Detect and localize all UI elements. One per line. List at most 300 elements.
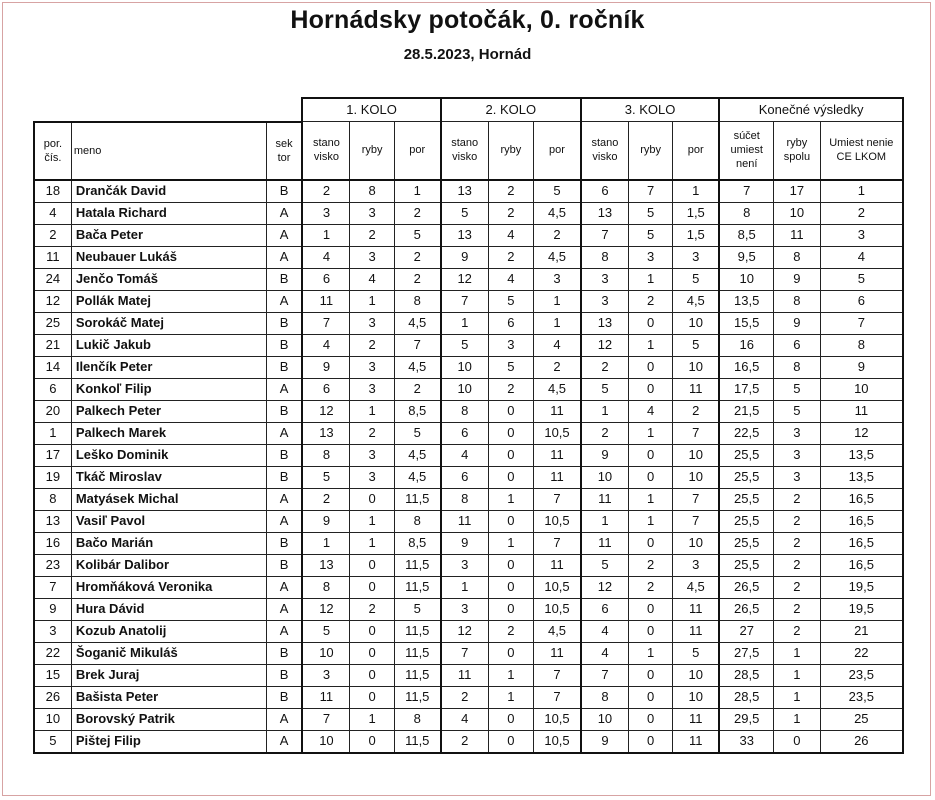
cell-number: 16 bbox=[34, 532, 71, 554]
cell-r3-position: 13 bbox=[581, 312, 628, 334]
cell-r1-position: 10 bbox=[302, 642, 349, 664]
cell-number: 11 bbox=[34, 246, 71, 268]
cell-r1-fish: 3 bbox=[350, 312, 394, 334]
cell-r1-rank: 11,5 bbox=[394, 620, 440, 642]
cell-r1-position: 1 bbox=[302, 224, 349, 246]
cell-fish-total: 3 bbox=[774, 466, 820, 488]
cell-r1-position: 4 bbox=[302, 334, 349, 356]
cell-r2-rank: 10,5 bbox=[534, 730, 581, 753]
cell-r2-fish: 0 bbox=[488, 730, 533, 753]
cell-r1-rank: 4,5 bbox=[394, 312, 440, 334]
cell-r2-rank: 2 bbox=[534, 224, 581, 246]
cell-r3-fish: 0 bbox=[628, 598, 672, 620]
cell-r2-fish: 0 bbox=[488, 422, 533, 444]
cell-r1-fish: 3 bbox=[350, 444, 394, 466]
cell-r3-position: 1 bbox=[581, 510, 628, 532]
cell-sum: 26,5 bbox=[719, 576, 773, 598]
cell-overall: 13,5 bbox=[820, 466, 903, 488]
cell-fish-total: 11 bbox=[774, 224, 820, 246]
cell-r3-fish: 0 bbox=[628, 466, 672, 488]
cell-r1-position: 9 bbox=[302, 510, 349, 532]
cell-sector: B bbox=[266, 642, 302, 664]
cell-r1-fish: 4 bbox=[350, 268, 394, 290]
cell-sector: A bbox=[266, 598, 302, 620]
cell-r3-fish: 2 bbox=[628, 554, 672, 576]
col-header-r3-position: stano visko bbox=[581, 122, 628, 180]
cell-number: 25 bbox=[34, 312, 71, 334]
cell-r1-position: 6 bbox=[302, 268, 349, 290]
cell-r1-position: 13 bbox=[302, 422, 349, 444]
cell-r3-position: 7 bbox=[581, 664, 628, 686]
cell-sector: B bbox=[266, 554, 302, 576]
cell-r3-rank: 7 bbox=[673, 488, 719, 510]
cell-r2-position: 6 bbox=[441, 466, 488, 488]
cell-r3-position: 12 bbox=[581, 576, 628, 598]
cell-number: 20 bbox=[34, 400, 71, 422]
cell-r3-rank: 5 bbox=[673, 268, 719, 290]
cell-r1-position: 13 bbox=[302, 554, 349, 576]
cell-r3-fish: 3 bbox=[628, 246, 672, 268]
cell-r2-position: 13 bbox=[441, 224, 488, 246]
table-row bbox=[34, 620, 903, 642]
cell-r1-position: 12 bbox=[302, 598, 349, 620]
table-row bbox=[34, 730, 903, 753]
cell-sector: A bbox=[266, 620, 302, 642]
cell-sum: 25,5 bbox=[719, 554, 773, 576]
cell-overall: 16,5 bbox=[820, 554, 903, 576]
cell-r1-position: 2 bbox=[302, 488, 349, 510]
cell-r3-fish: 0 bbox=[628, 532, 672, 554]
cell-overall: 19,5 bbox=[820, 598, 903, 620]
cell-name: Kozub Anatolij bbox=[71, 620, 266, 642]
cell-r2-fish: 5 bbox=[488, 356, 533, 378]
cell-sum: 26,5 bbox=[719, 598, 773, 620]
cell-r2-fish: 1 bbox=[488, 664, 533, 686]
cell-sum: 25,5 bbox=[719, 510, 773, 532]
cell-r1-rank: 11,5 bbox=[394, 686, 440, 708]
cell-number: 5 bbox=[34, 730, 71, 753]
cell-name: Borovský Patrik bbox=[71, 708, 266, 730]
cell-r2-fish: 4 bbox=[488, 224, 533, 246]
cell-r1-fish: 0 bbox=[350, 664, 394, 686]
cell-name: Hromňáková Veronika bbox=[71, 576, 266, 598]
cell-r1-fish: 3 bbox=[350, 378, 394, 400]
cell-name: Lukič Jakub bbox=[71, 334, 266, 356]
cell-r2-position: 1 bbox=[441, 312, 488, 334]
results-table bbox=[33, 97, 904, 754]
cell-r1-rank: 8,5 bbox=[394, 400, 440, 422]
cell-r3-fish: 0 bbox=[628, 444, 672, 466]
cell-r1-rank: 8 bbox=[394, 708, 440, 730]
cell-r3-fish: 2 bbox=[628, 290, 672, 312]
cell-r1-position: 5 bbox=[302, 466, 349, 488]
cell-sector: A bbox=[266, 708, 302, 730]
cell-r3-position: 6 bbox=[581, 180, 628, 203]
cell-r1-rank: 2 bbox=[394, 268, 440, 290]
table-row bbox=[34, 202, 903, 224]
cell-r3-fish: 0 bbox=[628, 312, 672, 334]
cell-r3-rank: 5 bbox=[673, 334, 719, 356]
col-header-r2-rank: por bbox=[534, 122, 581, 180]
cell-r1-fish: 0 bbox=[350, 730, 394, 753]
cell-r2-position: 4 bbox=[441, 708, 488, 730]
cell-r2-position: 9 bbox=[441, 246, 488, 268]
cell-r2-rank: 10,5 bbox=[534, 708, 581, 730]
cell-name: Vasiľ Pavol bbox=[71, 510, 266, 532]
cell-r2-fish: 6 bbox=[488, 312, 533, 334]
cell-name: Brek Juraj bbox=[71, 664, 266, 686]
cell-r1-fish: 1 bbox=[350, 532, 394, 554]
cell-name: Hura Dávid bbox=[71, 598, 266, 620]
cell-r1-rank: 2 bbox=[394, 246, 440, 268]
cell-r1-fish: 2 bbox=[350, 224, 394, 246]
cell-r1-rank: 4,5 bbox=[394, 356, 440, 378]
cell-r1-fish: 0 bbox=[350, 686, 394, 708]
table-row bbox=[34, 312, 903, 334]
cell-r2-rank: 7 bbox=[534, 488, 581, 510]
cell-number: 18 bbox=[34, 180, 71, 203]
table-row bbox=[34, 180, 903, 203]
cell-r1-rank: 5 bbox=[394, 422, 440, 444]
cell-r3-position: 2 bbox=[581, 356, 628, 378]
table-row bbox=[34, 488, 903, 510]
cell-r2-fish: 0 bbox=[488, 444, 533, 466]
cell-r1-rank: 5 bbox=[394, 598, 440, 620]
cell-r2-position: 11 bbox=[441, 664, 488, 686]
cell-r1-fish: 1 bbox=[350, 510, 394, 532]
cell-fish-total: 2 bbox=[774, 620, 820, 642]
cell-r3-position: 3 bbox=[581, 268, 628, 290]
table-row bbox=[34, 664, 903, 686]
cell-sum: 8,5 bbox=[719, 224, 773, 246]
cell-r3-rank: 10 bbox=[673, 664, 719, 686]
cell-r1-rank: 2 bbox=[394, 378, 440, 400]
cell-r2-fish: 0 bbox=[488, 466, 533, 488]
cell-sector: B bbox=[266, 356, 302, 378]
cell-overall: 11 bbox=[820, 400, 903, 422]
cell-r3-position: 8 bbox=[581, 246, 628, 268]
cell-r3-rank: 10 bbox=[673, 466, 719, 488]
cell-r1-fish: 3 bbox=[350, 356, 394, 378]
cell-r3-fish: 5 bbox=[628, 202, 672, 224]
cell-r3-rank: 10 bbox=[673, 312, 719, 334]
cell-r1-rank: 11,5 bbox=[394, 730, 440, 753]
cell-sum: 8 bbox=[719, 202, 773, 224]
cell-r3-position: 4 bbox=[581, 642, 628, 664]
cell-r2-fish: 4 bbox=[488, 268, 533, 290]
cell-number: 13 bbox=[34, 510, 71, 532]
cell-r3-fish: 1 bbox=[628, 642, 672, 664]
cell-sum: 16 bbox=[719, 334, 773, 356]
table-row bbox=[34, 290, 903, 312]
cell-r2-fish: 0 bbox=[488, 554, 533, 576]
cell-number: 22 bbox=[34, 642, 71, 664]
cell-sum: 27 bbox=[719, 620, 773, 642]
cell-sum: 25,5 bbox=[719, 466, 773, 488]
cell-r2-fish: 0 bbox=[488, 598, 533, 620]
round-2-header: 2. KOLO bbox=[441, 98, 581, 122]
cell-fish-total: 5 bbox=[774, 378, 820, 400]
cell-r1-fish: 0 bbox=[350, 576, 394, 598]
cell-name: Tkáč Miroslav bbox=[71, 466, 266, 488]
col-header-sector: sek tor bbox=[266, 122, 302, 180]
cell-r3-rank: 7 bbox=[673, 510, 719, 532]
cell-sector: A bbox=[266, 488, 302, 510]
cell-name: Palkech Marek bbox=[71, 422, 266, 444]
cell-r2-rank: 11 bbox=[534, 400, 581, 422]
cell-r3-rank: 10 bbox=[673, 532, 719, 554]
cell-r2-position: 12 bbox=[441, 268, 488, 290]
cell-r1-position: 12 bbox=[302, 400, 349, 422]
cell-sum: 13,5 bbox=[719, 290, 773, 312]
cell-r2-rank: 7 bbox=[534, 532, 581, 554]
cell-r3-position: 4 bbox=[581, 620, 628, 642]
cell-overall: 12 bbox=[820, 422, 903, 444]
cell-overall: 6 bbox=[820, 290, 903, 312]
cell-r3-rank: 1 bbox=[673, 180, 719, 203]
cell-r2-fish: 0 bbox=[488, 576, 533, 598]
cell-number: 1 bbox=[34, 422, 71, 444]
cell-r3-rank: 4,5 bbox=[673, 290, 719, 312]
cell-fish-total: 9 bbox=[774, 312, 820, 334]
cell-r2-position: 2 bbox=[441, 686, 488, 708]
cell-r2-fish: 2 bbox=[488, 378, 533, 400]
cell-number: 17 bbox=[34, 444, 71, 466]
table-row bbox=[34, 246, 903, 268]
cell-r3-rank: 11 bbox=[673, 730, 719, 753]
table-row bbox=[34, 642, 903, 664]
cell-overall: 22 bbox=[820, 642, 903, 664]
cell-r2-position: 8 bbox=[441, 400, 488, 422]
cell-number: 4 bbox=[34, 202, 71, 224]
table-row bbox=[34, 378, 903, 400]
cell-r2-rank: 1 bbox=[534, 312, 581, 334]
cell-r1-position: 8 bbox=[302, 444, 349, 466]
cell-fish-total: 8 bbox=[774, 290, 820, 312]
table-row bbox=[34, 444, 903, 466]
cell-name: Hatala Richard bbox=[71, 202, 266, 224]
cell-r3-position: 11 bbox=[581, 532, 628, 554]
col-header-r1-position: stano visko bbox=[302, 122, 349, 180]
cell-r3-position: 10 bbox=[581, 708, 628, 730]
cell-overall: 16,5 bbox=[820, 532, 903, 554]
cell-r3-position: 12 bbox=[581, 334, 628, 356]
cell-r2-position: 11 bbox=[441, 510, 488, 532]
cell-r1-rank: 4,5 bbox=[394, 466, 440, 488]
cell-r1-fish: 1 bbox=[350, 290, 394, 312]
cell-number: 8 bbox=[34, 488, 71, 510]
column-header-row bbox=[34, 122, 903, 180]
cell-sum: 9,5 bbox=[719, 246, 773, 268]
cell-r2-fish: 2 bbox=[488, 246, 533, 268]
cell-r3-fish: 1 bbox=[628, 488, 672, 510]
cell-sum: 21,5 bbox=[719, 400, 773, 422]
cell-r1-fish: 3 bbox=[350, 246, 394, 268]
cell-r1-position: 8 bbox=[302, 576, 349, 598]
cell-sector: B bbox=[266, 466, 302, 488]
cell-name: Konkoľ Filip bbox=[71, 378, 266, 400]
cell-r3-fish: 0 bbox=[628, 730, 672, 753]
cell-overall: 10 bbox=[820, 378, 903, 400]
table-row bbox=[34, 356, 903, 378]
cell-r3-position: 2 bbox=[581, 422, 628, 444]
cell-sector: B bbox=[266, 180, 302, 203]
table-row bbox=[34, 422, 903, 444]
cell-name: Pištej Filip bbox=[71, 730, 266, 753]
cell-r3-rank: 10 bbox=[673, 686, 719, 708]
cell-number: 2 bbox=[34, 224, 71, 246]
cell-fish-total: 17 bbox=[774, 180, 820, 203]
cell-r3-rank: 3 bbox=[673, 554, 719, 576]
cell-number: 24 bbox=[34, 268, 71, 290]
cell-r3-rank: 3 bbox=[673, 246, 719, 268]
cell-sector: A bbox=[266, 730, 302, 753]
cell-number: 23 bbox=[34, 554, 71, 576]
cell-r2-fish: 1 bbox=[488, 488, 533, 510]
cell-r3-rank: 4,5 bbox=[673, 576, 719, 598]
cell-sector: B bbox=[266, 334, 302, 356]
cell-r1-position: 3 bbox=[302, 202, 349, 224]
cell-sector: A bbox=[266, 378, 302, 400]
cell-r2-position: 13 bbox=[441, 180, 488, 203]
table-row bbox=[34, 532, 903, 554]
cell-number: 7 bbox=[34, 576, 71, 598]
cell-name: Palkech Peter bbox=[71, 400, 266, 422]
cell-number: 19 bbox=[34, 466, 71, 488]
table-row bbox=[34, 510, 903, 532]
cell-r2-rank: 7 bbox=[534, 664, 581, 686]
cell-fish-total: 1 bbox=[774, 642, 820, 664]
cell-r1-position: 1 bbox=[302, 532, 349, 554]
cell-r1-rank: 5 bbox=[394, 224, 440, 246]
cell-r3-fish: 0 bbox=[628, 620, 672, 642]
cell-r2-position: 6 bbox=[441, 422, 488, 444]
cell-overall: 8 bbox=[820, 334, 903, 356]
cell-r2-fish: 0 bbox=[488, 510, 533, 532]
cell-r1-rank: 8 bbox=[394, 290, 440, 312]
cell-r3-fish: 0 bbox=[628, 664, 672, 686]
col-header-name: meno bbox=[71, 122, 266, 180]
cell-r1-position: 7 bbox=[302, 708, 349, 730]
col-header-r2-fish: ryby bbox=[488, 122, 533, 180]
page-subtitle: 28.5.2023, Hornád bbox=[403, 46, 532, 63]
col-header-r3-fish: ryby bbox=[628, 122, 672, 180]
cell-r3-position: 9 bbox=[581, 730, 628, 753]
cell-r1-rank: 7 bbox=[394, 334, 440, 356]
cell-r1-position: 6 bbox=[302, 378, 349, 400]
cell-r2-rank: 1 bbox=[534, 290, 581, 312]
cell-r2-rank: 4,5 bbox=[534, 378, 581, 400]
cell-sector: B bbox=[266, 532, 302, 554]
col-header-sum: súčet umiest není bbox=[719, 122, 773, 180]
cell-name: Pollák Matej bbox=[71, 290, 266, 312]
cell-r2-position: 10 bbox=[441, 356, 488, 378]
cell-sum: 16,5 bbox=[719, 356, 773, 378]
cell-r2-position: 2 bbox=[441, 730, 488, 753]
cell-sector: A bbox=[266, 246, 302, 268]
cell-r2-rank: 10,5 bbox=[534, 576, 581, 598]
col-header-r2-position: stano visko bbox=[441, 122, 488, 180]
cell-r3-rank: 10 bbox=[673, 444, 719, 466]
cell-r2-rank: 2 bbox=[534, 356, 581, 378]
cell-number: 14 bbox=[34, 356, 71, 378]
cell-sector: A bbox=[266, 224, 302, 246]
cell-r3-fish: 1 bbox=[628, 510, 672, 532]
table-row bbox=[34, 708, 903, 730]
cell-r2-position: 10 bbox=[441, 378, 488, 400]
cell-r3-rank: 10 bbox=[673, 356, 719, 378]
table-row bbox=[34, 334, 903, 356]
round-header-row bbox=[34, 98, 903, 122]
cell-overall: 7 bbox=[820, 312, 903, 334]
cell-r1-position: 11 bbox=[302, 290, 349, 312]
cell-r3-position: 13 bbox=[581, 202, 628, 224]
cell-overall: 1 bbox=[820, 180, 903, 203]
cell-fish-total: 2 bbox=[774, 554, 820, 576]
cell-overall: 3 bbox=[820, 224, 903, 246]
cell-overall: 16,5 bbox=[820, 488, 903, 510]
cell-r3-fish: 0 bbox=[628, 708, 672, 730]
col-header-r3-rank: por bbox=[673, 122, 719, 180]
cell-sector: B bbox=[266, 664, 302, 686]
cell-r3-fish: 0 bbox=[628, 378, 672, 400]
cell-r1-fish: 0 bbox=[350, 554, 394, 576]
cell-overall: 23,5 bbox=[820, 686, 903, 708]
cell-fish-total: 3 bbox=[774, 422, 820, 444]
cell-r3-position: 10 bbox=[581, 466, 628, 488]
cell-r3-position: 5 bbox=[581, 378, 628, 400]
cell-r1-position: 2 bbox=[302, 180, 349, 203]
cell-fish-total: 9 bbox=[774, 268, 820, 290]
cell-r3-fish: 7 bbox=[628, 180, 672, 203]
cell-r2-rank: 4,5 bbox=[534, 620, 581, 642]
cell-r2-fish: 0 bbox=[488, 708, 533, 730]
cell-number: 21 bbox=[34, 334, 71, 356]
cell-r1-rank: 11,5 bbox=[394, 642, 440, 664]
cell-r2-fish: 2 bbox=[488, 620, 533, 642]
cell-r2-rank: 10,5 bbox=[534, 598, 581, 620]
cell-r2-rank: 4,5 bbox=[534, 246, 581, 268]
cell-r1-rank: 1 bbox=[394, 180, 440, 203]
cell-overall: 9 bbox=[820, 356, 903, 378]
cell-name: Matyásek Michal bbox=[71, 488, 266, 510]
cell-number: 10 bbox=[34, 708, 71, 730]
cell-r2-rank: 11 bbox=[534, 444, 581, 466]
cell-r2-position: 7 bbox=[441, 290, 488, 312]
cell-r2-rank: 5 bbox=[534, 180, 581, 203]
cell-fish-total: 0 bbox=[774, 730, 820, 753]
cell-sum: 22,5 bbox=[719, 422, 773, 444]
cell-fish-total: 2 bbox=[774, 598, 820, 620]
cell-r2-rank: 3 bbox=[534, 268, 581, 290]
cell-r2-fish: 1 bbox=[488, 686, 533, 708]
cell-overall: 2 bbox=[820, 202, 903, 224]
cell-r3-rank: 7 bbox=[673, 422, 719, 444]
cell-fish-total: 8 bbox=[774, 356, 820, 378]
cell-r2-rank: 4,5 bbox=[534, 202, 581, 224]
cell-r1-fish: 0 bbox=[350, 642, 394, 664]
cell-r2-fish: 3 bbox=[488, 334, 533, 356]
cell-r2-position: 1 bbox=[441, 576, 488, 598]
table-row bbox=[34, 576, 903, 598]
cell-r1-position: 5 bbox=[302, 620, 349, 642]
col-header-r1-fish: ryby bbox=[350, 122, 394, 180]
cell-r1-position: 7 bbox=[302, 312, 349, 334]
cell-fish-total: 6 bbox=[774, 334, 820, 356]
cell-name: Leško Dominik bbox=[71, 444, 266, 466]
cell-r1-fish: 2 bbox=[350, 598, 394, 620]
cell-r2-fish: 0 bbox=[488, 400, 533, 422]
